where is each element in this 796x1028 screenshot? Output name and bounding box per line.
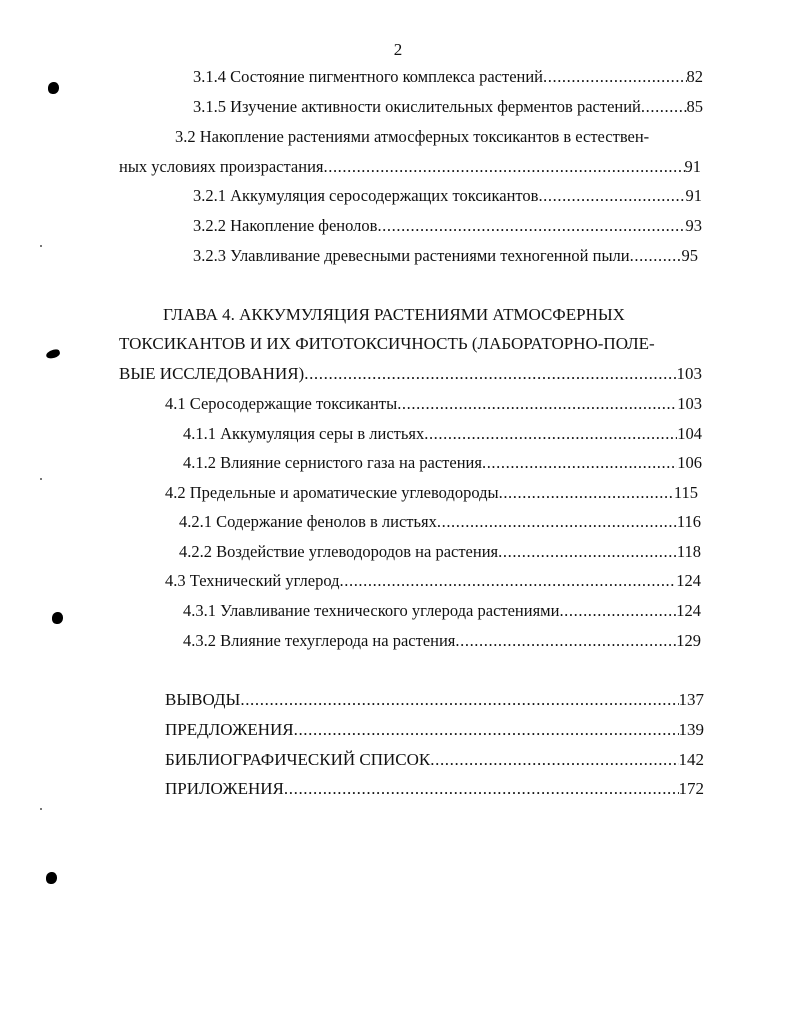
toc-dot-leader [455, 631, 676, 651]
margin-hole-mark [48, 82, 59, 94]
toc-entry-3-2 [119, 157, 701, 177]
toc-entry-title: 4.1.2 Влияние сернистого газа на растения [183, 453, 482, 472]
toc-entry-title: 4.1 Серосодержащие токсиканты [165, 394, 398, 413]
toc-entry-proposals [165, 720, 704, 740]
toc-entry-title: 4.1.1 Аккумуляция серы в листьях [183, 424, 425, 443]
toc-entry-page: 139 [678, 720, 704, 739]
toc-entry-page: 82 [686, 67, 703, 86]
page-number: 2 [393, 40, 403, 59]
toc-entry-title: ВЫВОДЫ [165, 690, 241, 709]
toc-entry-page: 124 [676, 601, 701, 620]
toc-entry-page: 93 [685, 216, 702, 235]
toc-entry-title: ПРЕДЛОЖЕНИЯ [165, 720, 294, 739]
toc-entry-page: 116 [676, 512, 701, 531]
toc-entry-page: 95 [681, 246, 698, 265]
toc-entry-4-1-1 [183, 424, 702, 444]
toc-entry-3-2-1 [193, 186, 702, 206]
toc-entry-page: 85 [686, 97, 703, 116]
toc-entry-title: ВЫЕ ИССЛЕДОВАНИЯ) [119, 364, 305, 383]
toc-entry-title: 3.2.1 Аккумуляция серосодержащих токсикантов [193, 186, 539, 205]
toc-dot-leader [538, 186, 685, 206]
toc-dot-leader [340, 571, 677, 591]
toc-entry-page: 103 [677, 394, 702, 413]
toc-entry-3-2-line1: 3.2 Накопление растениями атмосферных токсикантов в естествен- [175, 127, 650, 146]
toc-entry-page: 103 [676, 364, 702, 383]
toc-dot-leader [498, 542, 677, 562]
toc-entry-4-3-2 [183, 631, 701, 651]
toc-dot-leader [324, 157, 685, 177]
toc-entry-page: 106 [677, 453, 702, 472]
toc-entry-4-1 [165, 394, 702, 414]
toc-dot-leader [284, 779, 679, 799]
toc-entry-bibliography [165, 750, 704, 770]
toc-dot-leader [437, 512, 677, 532]
toc-entry-3-1-5 [193, 97, 703, 117]
toc-entry-4-2 [165, 483, 698, 503]
toc-dot-leader [559, 601, 676, 621]
toc-entry-title: ных условиях произрастания [119, 157, 324, 176]
toc-entry-title: 4.2.1 Содержание фенолов в листьях [179, 512, 437, 531]
toc-entry-title: 4.2.2 Воздействие углеводородов на растения [179, 542, 499, 561]
toc-entry-conclusions [165, 690, 704, 710]
margin-hole-mark [52, 612, 63, 624]
toc-dot-leader [630, 246, 682, 266]
toc-dot-leader [377, 216, 685, 236]
toc-entry-chapter-4 [119, 364, 702, 384]
toc-entry-title: 3.1.5 Изучение активности окислительных ферментов растений [193, 97, 641, 116]
toc-entry-title: 4.3 Технический углерод [165, 571, 340, 590]
toc-entry-3-2-3 [193, 246, 698, 266]
toc-dot-leader [543, 67, 686, 87]
toc-dot-leader [424, 424, 677, 444]
toc-dot-leader [482, 453, 677, 473]
margin-speck [40, 808, 42, 810]
toc-dot-leader [294, 720, 679, 740]
toc-entry-title: 3.1.4 Состояние пигментного комплекса растений [193, 67, 544, 86]
toc-entry-page: 104 [677, 424, 702, 443]
margin-speck [40, 478, 42, 480]
toc-entry-title: 4.2 Предельные и ароматические углеводороды [165, 483, 499, 502]
toc-entry-page: 172 [678, 779, 704, 798]
margin-smudge-mark [45, 348, 61, 359]
toc-dot-leader [430, 750, 678, 770]
toc-entry-title: ПРИЛОЖЕНИЯ [165, 779, 284, 798]
toc-dot-leader [397, 394, 677, 414]
toc-entry-title: 4.3.2 Влияние техуглерода на растения [183, 631, 456, 650]
toc-entry-title: 3.2.2 Накопление фенолов [193, 216, 378, 235]
toc-entry-page: 118 [676, 542, 701, 561]
toc-entry-4-3-1 [183, 601, 701, 621]
toc-entry-3-1-4 [193, 67, 703, 87]
toc-entry-4-3 [165, 571, 701, 591]
toc-entry-4-2-2 [179, 542, 701, 562]
margin-speck [40, 245, 42, 247]
toc-entry-page: 115 [673, 483, 698, 502]
toc-entry-page: 129 [676, 631, 701, 650]
toc-entry-title: БИБЛИОГРАФИЧЕСКИЙ СПИСОК [165, 750, 431, 769]
toc-entry-page: 137 [678, 690, 704, 709]
toc-entry-title: 3.2.3 Улавливание древесными растениями техногенной пыли [193, 246, 630, 265]
toc-entry-page: 91 [684, 157, 701, 176]
toc-dot-leader [304, 364, 676, 384]
toc-entry-4-1-2 [183, 453, 702, 473]
toc-entry-3-2-2 [193, 216, 702, 236]
toc-entry-4-2-1 [179, 512, 701, 532]
toc-dot-leader [240, 690, 678, 710]
toc-entry-page: 142 [678, 750, 704, 769]
chapter-4-heading-line1: ГЛАВА 4. АККУМУЛЯЦИЯ РАСТЕНИЯМИ АТМОСФЕРНЫХ [163, 305, 625, 324]
toc-entry-page: 124 [676, 571, 701, 590]
toc-dot-leader [641, 97, 687, 117]
toc-entry-page: 91 [685, 186, 702, 205]
toc-entry-title: 4.3.1 Улавливание технического углерода растениями [183, 601, 560, 620]
toc-entry-appendices [165, 779, 704, 799]
margin-hole-mark [46, 872, 57, 884]
toc-dot-leader [499, 483, 674, 503]
chapter-4-heading-line2: ТОКСИКАНТОВ И ИХ ФИТОТОКСИЧНОСТЬ (ЛАБОРАТОРНО-ПОЛЕ- [119, 334, 655, 353]
